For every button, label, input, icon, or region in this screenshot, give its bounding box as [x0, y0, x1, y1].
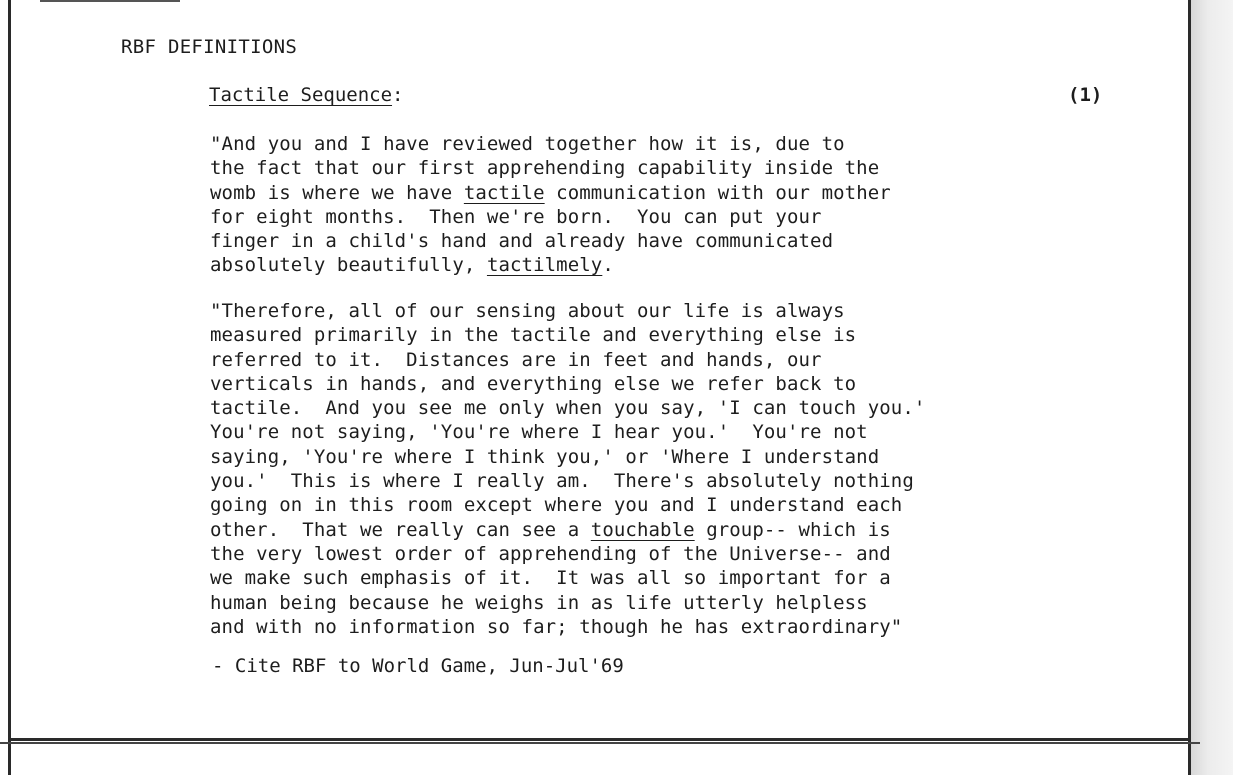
term-colon: :	[392, 84, 404, 106]
text-line: communication with our mother	[544, 181, 891, 204]
next-card-edge	[0, 742, 1200, 744]
text-line: verticals in hands, and everything else we refer back to	[210, 372, 857, 395]
text-line: measured primarily in the tactile and everything else is	[210, 324, 857, 347]
text-line: group-- which is	[694, 518, 891, 541]
text-line: human being because he weighs in as life utterly helpless	[210, 591, 868, 614]
text-line: going on in this room except where you and I understand each	[210, 494, 903, 517]
text-line: for eight months. Then we're born. You can put your	[210, 205, 822, 228]
text-line: referred to it. Distances are in feet and hands, our	[210, 348, 822, 371]
text-line: and with no information so far; though he has extraordinary"	[210, 615, 903, 638]
text-line: .	[602, 254, 614, 277]
quote-paragraph-2	[210, 299, 925, 639]
text-line: we make such emphasis of it. It was all so important for a	[210, 567, 891, 590]
text-line: "Therefore, all of our sensing about our life is always	[210, 300, 845, 322]
citation: - Cite RBF to World Game, Jun-Jul'69	[212, 655, 624, 677]
text-line: tactile. And you see me only when you say, 'I can touch you.'	[210, 397, 926, 420]
scan-margin	[1191, 0, 1233, 775]
page-number: (1)	[1068, 84, 1103, 106]
text-line: finger in a child's hand and already have communicated	[210, 230, 834, 253]
text-line: the very lowest order of apprehending of the Universe-- and	[210, 542, 891, 565]
text-line: absolutely beautifully,	[210, 254, 487, 277]
text-line: you.' This is where I really am. There's absolutely nothing	[210, 470, 914, 493]
quote-paragraph-1	[210, 132, 891, 278]
card-bottom-edge	[8, 738, 1191, 741]
document-header: RBF DEFINITIONS	[121, 36, 298, 58]
underlined-word: tactile	[463, 181, 545, 204]
text-line: the fact that our first apprehending capability inside the	[210, 157, 880, 180]
text-line: womb is where we have	[210, 181, 464, 204]
definition-term	[209, 84, 403, 106]
text-line: "And you and I have reviewed together how it is, due to	[210, 133, 845, 155]
text-line: You're not saying, 'You're where I hear you.' You're not	[210, 421, 868, 444]
underlined-word: tactilmely	[486, 254, 603, 277]
underlined-word: touchable	[590, 518, 695, 541]
text-line: saying, 'You're where I think you,' or 'Where I understand	[210, 445, 880, 468]
term-text: Tactile Sequence	[209, 84, 393, 106]
text-line: other. That we really can see a	[210, 518, 591, 541]
card-left-edge	[8, 0, 11, 775]
card-top-edge	[40, 0, 180, 2]
